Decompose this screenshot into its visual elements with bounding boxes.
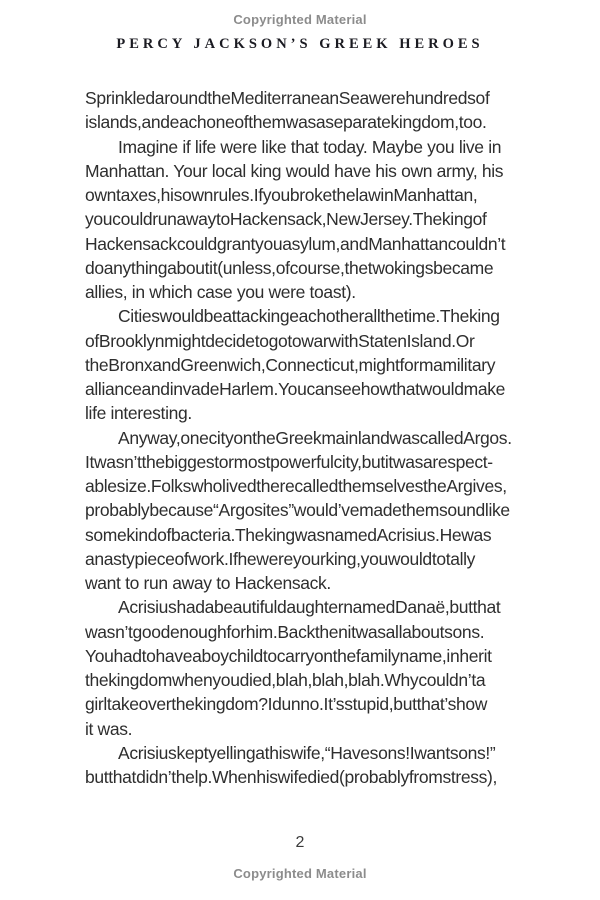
text-line: allianceandinvadeHarlem.Youcanseehowthatwouldmake bbox=[85, 379, 505, 399]
text-line: owntaxes,hisownrules.IfyoubrokethelawinManhattan, bbox=[85, 185, 478, 205]
text-line: theBronxandGreenwich,Connecticut,mightformamilitary bbox=[85, 354, 496, 375]
text-line: Imagine if life were like that today. Maybe you live in bbox=[118, 136, 502, 157]
text-line: thekingdomwhenyoudied,blah,blah,blah.Whycouldn’ta bbox=[85, 670, 486, 690]
text-line: anastypieceofwork.Ifhewereyourking,youwouldtotally bbox=[85, 548, 476, 569]
text-line: AcrisiushadabeautifuldaughternamedDanaë,butthat bbox=[118, 597, 501, 618]
text-line: somekindofbacteria.ThekingwasnamedAcrisius.Hewas bbox=[85, 524, 492, 545]
page-number: 2 bbox=[295, 834, 305, 851]
text-line: Anyway,onecityontheGreekmainlandwascalledArgos. bbox=[118, 427, 512, 448]
text-line: girltakeoverthekingdom?Idunno.It’sstupid,butthat’show bbox=[85, 694, 488, 715]
text-line: youcouldrunawaytoHackensack,NewJersey.Thekingof bbox=[85, 209, 487, 230]
text-line: SprinkledaroundtheMediterraneanSeawerehundredsof bbox=[85, 88, 490, 108]
text-line: probablybecause“Argosites”would’vemadethemsoundlike bbox=[85, 500, 510, 521]
text-line: Citieswouldbeattackingeachotherallthetime.Theking bbox=[118, 306, 500, 327]
text-line: Hackensackcouldgrantyouasylum,andManhattancouldn’t bbox=[85, 233, 506, 254]
text-line: wasn’tgoodenoughforhim.Backthenitwasallaboutsons. bbox=[85, 621, 485, 642]
text-line: islands,andeachoneofthemwasaseparatekingdom,too. bbox=[85, 112, 487, 133]
text-line: ofBrooklynmightdecidetogotowarwithStatenIsland.Or bbox=[85, 330, 475, 351]
body-text bbox=[85, 86, 525, 789]
copyright-notice-bottom: Copyrighted Material bbox=[233, 866, 367, 881]
text-line: Youhadtohaveaboychildtocarryonthefamilyname,inherit bbox=[85, 645, 492, 666]
text-line: ablesize.FolkswholivedtherecalledthemselvestheArgives, bbox=[85, 476, 507, 496]
text-line: life interesting. bbox=[85, 403, 192, 424]
text-line: butthatdidn’thelp.Whenhiswifedied(probablyfromstress), bbox=[85, 767, 498, 787]
text-line: Manhattan. Your local king would have his own army, his bbox=[85, 160, 504, 181]
text-line: doanythingaboutit(unless,ofcourse,thetwokingsbecame bbox=[85, 257, 494, 278]
text-line: it was. bbox=[85, 718, 133, 739]
copyright-notice-top: Copyrighted Material bbox=[233, 12, 367, 27]
text-line: allies, in which case you were toast). bbox=[85, 282, 356, 302]
text-line: want to run away to Hackensack. bbox=[85, 573, 331, 593]
text-line: Acrisiuskeptyellingathiswife,“Havesons!Iwantsons!” bbox=[118, 742, 496, 763]
text-line: Itwasn’tthebiggestormostpowerfulcity,butitwasarespect- bbox=[85, 451, 493, 472]
running-head: PERCY JACKSON’S GREEK HEROES bbox=[116, 36, 484, 52]
